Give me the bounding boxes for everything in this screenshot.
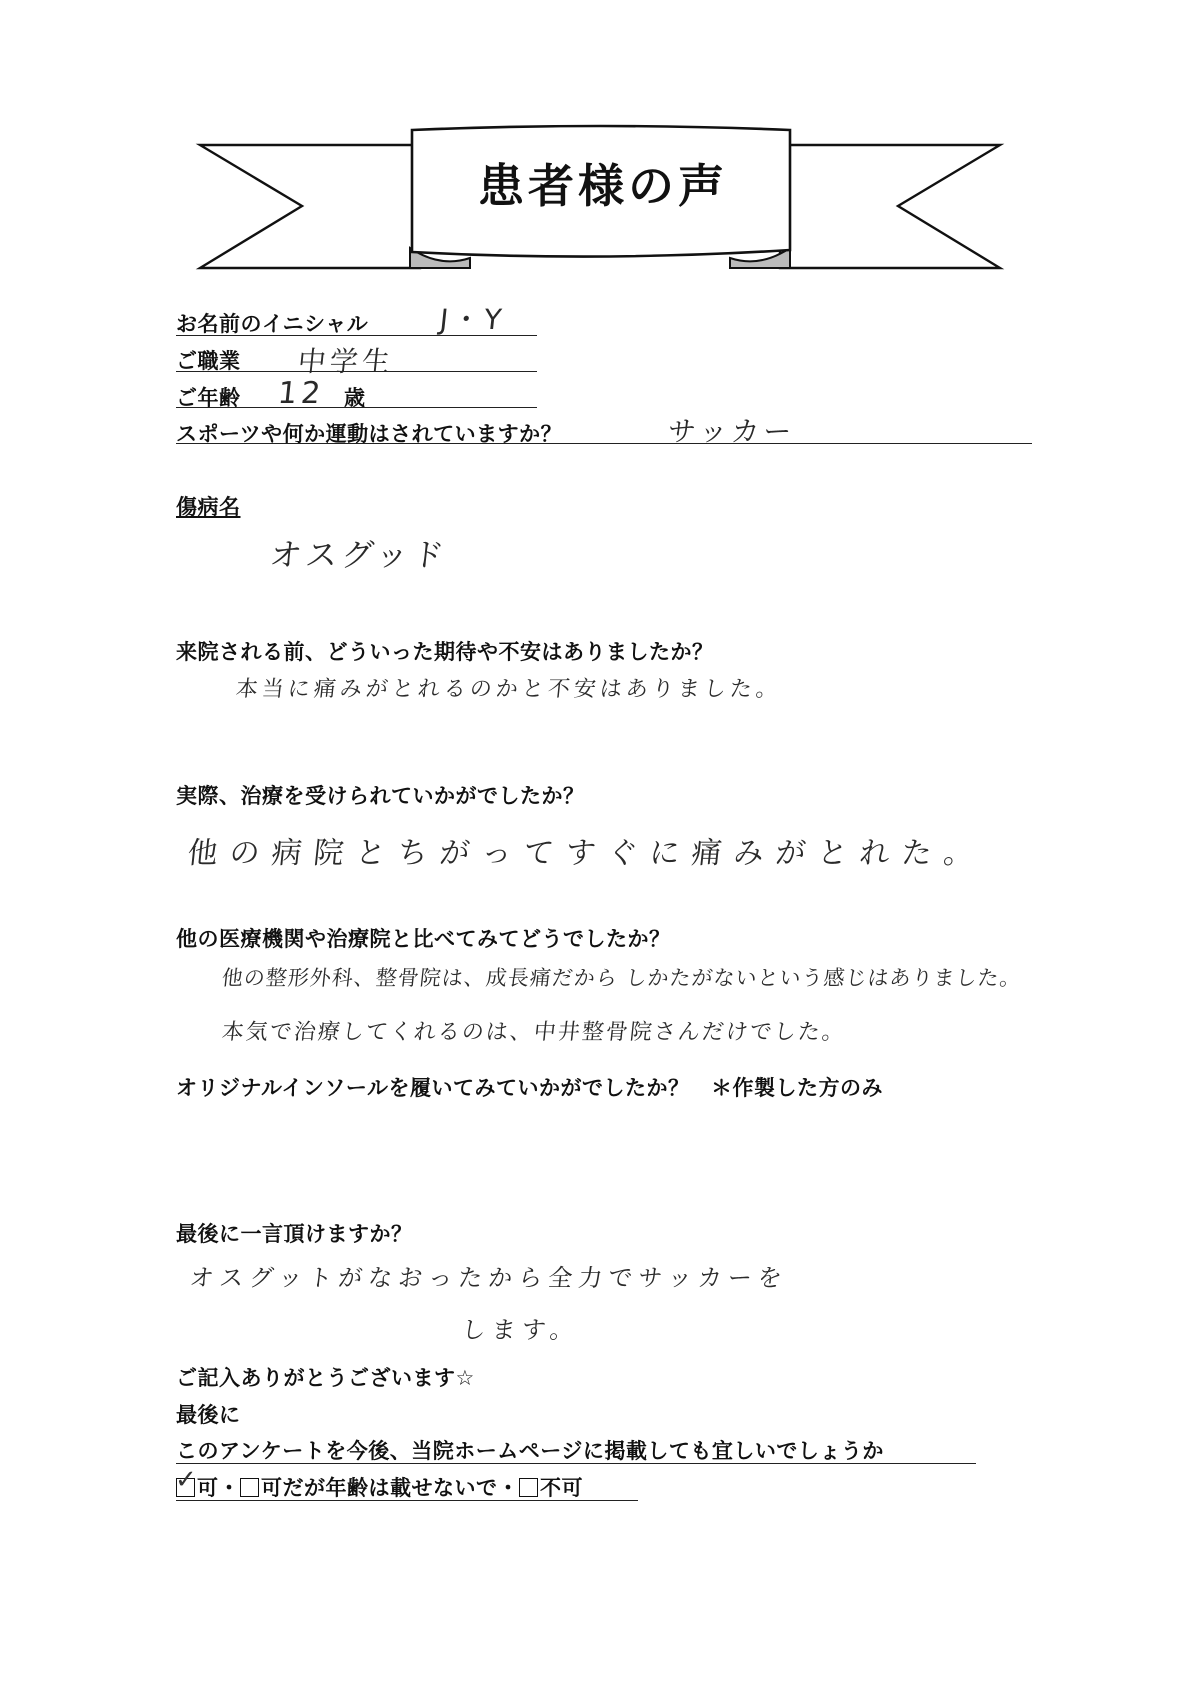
occupation-underline xyxy=(176,371,537,372)
occupation-label: ご職業 xyxy=(176,349,241,373)
injury-value: オスグッド xyxy=(267,536,450,574)
q3-answer-line2: 本気で治療してくれるのは、中井整骨院さんだけでした。 xyxy=(220,1020,848,1045)
option2-label: 可だが年齢は載せないで・ xyxy=(261,1476,519,1500)
age-value: 12 xyxy=(276,376,327,411)
sport-label: スポーツや何か運動はされていますか？ xyxy=(176,422,563,446)
option1-label: 可・ xyxy=(197,1476,240,1500)
age-label: ご年齢 xyxy=(176,386,241,410)
q3-label: 他の医療機関や治療院と比べてみてどうでしたか？ xyxy=(176,927,671,951)
age-unit: 歳 xyxy=(344,386,366,410)
q5-answer-line1: オスグットがなおったから全力でサッカーを xyxy=(188,1264,790,1292)
consent-underline xyxy=(176,1463,976,1464)
age-underline xyxy=(176,407,537,408)
thanks-text: ご記入ありがとうございます☆ xyxy=(176,1366,475,1390)
q4-label: オリジナルインソールを履いてみていかがでしたか？ ＊作製した方のみ xyxy=(176,1076,883,1100)
consent-question: このアンケートを今後、当院ホームページに掲載しても宜しいでしょうか xyxy=(176,1439,884,1463)
lastly-text: 最後に xyxy=(176,1403,241,1427)
option3-checkbox[interactable] xyxy=(519,1478,538,1497)
checkmark-icon: ✓ xyxy=(175,1465,198,1495)
q2-label: 実際、治療を受けられていかがでしたか？ xyxy=(176,784,585,808)
initials-value: J・Y xyxy=(438,303,507,336)
injury-label: 傷病名 xyxy=(176,495,241,519)
q5-label: 最後に一言頂けますか？ xyxy=(176,1222,413,1246)
q3-answer-line1: 他の整形外科、整骨院は、成長痛だから しかたがないという感じはありました。 xyxy=(220,966,1023,990)
q5-answer-line2: します。 xyxy=(460,1316,582,1344)
occupation-value: 中学生 xyxy=(296,345,396,378)
sport-value: サッカー xyxy=(666,415,798,448)
q2-answer: 他の病院とちがってすぐに痛みがとれた。 xyxy=(185,836,988,871)
consent-options xyxy=(175,1465,583,1502)
option2-checkbox[interactable] xyxy=(240,1478,259,1497)
initials-underline xyxy=(176,335,537,336)
initials-label: お名前のイニシャル xyxy=(176,312,369,336)
q1-label: 来院される前、どういった期待や不安はありましたか？ xyxy=(176,640,714,664)
sport-underline xyxy=(176,443,1032,444)
options-underline xyxy=(176,1500,638,1501)
q1-answer: 本当に痛みがとれるのかと不安はありました。 xyxy=(234,677,784,702)
option1-checkbox[interactable] xyxy=(175,1465,198,1497)
page-title: 患者様の声 xyxy=(478,159,728,213)
option3-label: 不可 xyxy=(540,1476,583,1500)
